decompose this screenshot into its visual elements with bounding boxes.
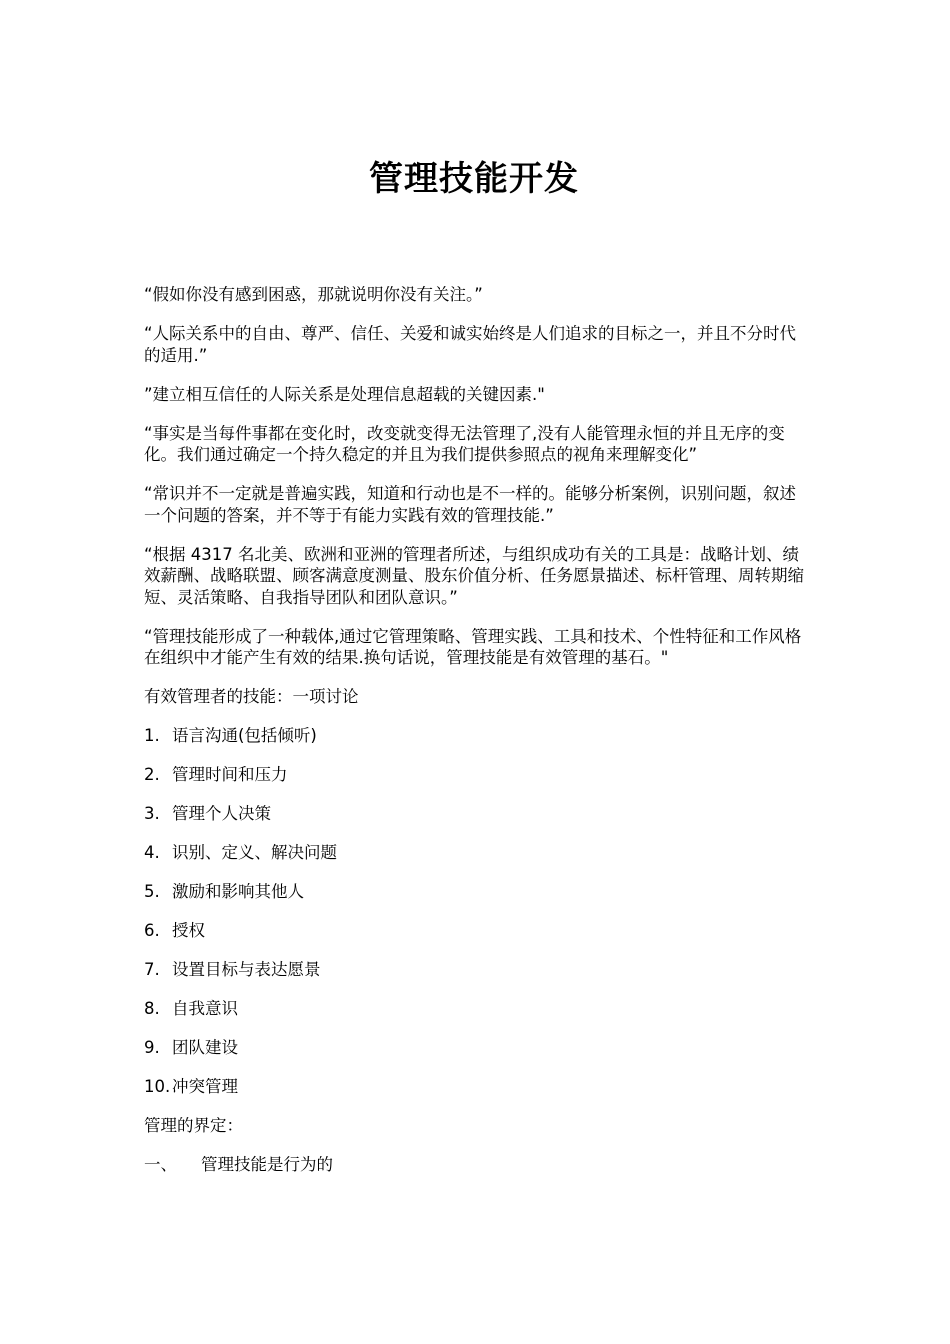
definition-list [144,1154,804,1176]
list-number: 6. [144,921,160,940]
list-item [144,1037,804,1059]
quote-paragraph: “根据 4317 名北美、欧洲和亚洲的管理者所述，与组织成功有关的工具是：战略计划、绩效薪酬、战略联盟、顾客满意度测量、股东价值分析、任务愿景描述、标杆管理、周转期缩短、灵活策略、自我指导团队和团队意识。” [144,544,804,607]
skills-list [144,725,804,1098]
list-text: 自我意识 [172,999,238,1018]
skills-heading: 有效管理者的技能：一项讨论 [144,687,359,706]
list-number: 8. [144,999,160,1018]
list-item [144,842,804,864]
list-item [144,959,804,981]
quote-paragraph: “常识并不一定就是普遍实践，知道和行动也是不一样的。能够分析案例，识别问题，叙述一个问题的答案，并不等于有能力实践有效的管理技能.” [144,484,797,525]
document-body [144,284,804,1176]
document-title: 管理技能开发 [369,159,579,199]
quote-paragraph: “事实是当每件事都在变化时，改变就变得无法管理了,没有人能管理永恒的并且无序的变化。我们通过确定一个持久稳定的并且为我们提供参照点的视角来理解变化” [144,423,785,464]
list-number: 5. [144,882,160,901]
list-number: 7. [144,960,160,979]
list-item [144,803,804,825]
list-number: 一、 [144,1155,177,1174]
list-item [144,881,804,903]
list-text: 管理时间和压力 [172,765,288,784]
list-text: 管理个人决策 [172,804,271,823]
list-item [144,764,804,786]
list-text: 设置目标与表达愿景 [172,960,321,979]
definition-heading: 管理的界定： [144,1116,243,1135]
list-text: 管理技能是行为的 [201,1155,333,1174]
quote-paragraph: “管理技能形成了一种载体,通过它管理策略、管理实践、工具和技术、个性特征和工作风格在组织中才能产生有效的结果.换句话说，管理技能是有效管理的基石。" [144,626,802,667]
list-number: 10. [144,1077,171,1096]
list-item [144,998,804,1020]
list-text: 激励和影响其他人 [172,882,304,901]
list-text: 识别、定义、解决问题 [172,843,337,862]
quote-paragraph: “人际关系中的自由、尊严、信任、关爱和诚实始终是人们追求的目标之一，并且不分时代的适用.” [144,324,797,365]
list-item [144,1076,804,1098]
quote-paragraph: ”建立相互信任的人际关系是处理信息超载的关键因素." [144,384,545,404]
list-number: 3. [144,804,160,823]
list-number: 1. [144,726,160,745]
list-number: 9. [144,1038,160,1057]
list-text: 团队建设 [172,1038,238,1057]
list-number: 2. [144,765,160,784]
quote-paragraph: “假如你没有感到困惑，那就说明你没有关注。” [144,285,483,304]
list-item [144,725,804,747]
list-text: 冲突管理 [172,1077,238,1096]
list-number: 4. [144,843,160,862]
list-text: 授权 [172,921,205,940]
list-text: 语言沟通(包括倾听) [172,726,317,745]
list-item [144,920,804,942]
list-item [144,1154,804,1176]
